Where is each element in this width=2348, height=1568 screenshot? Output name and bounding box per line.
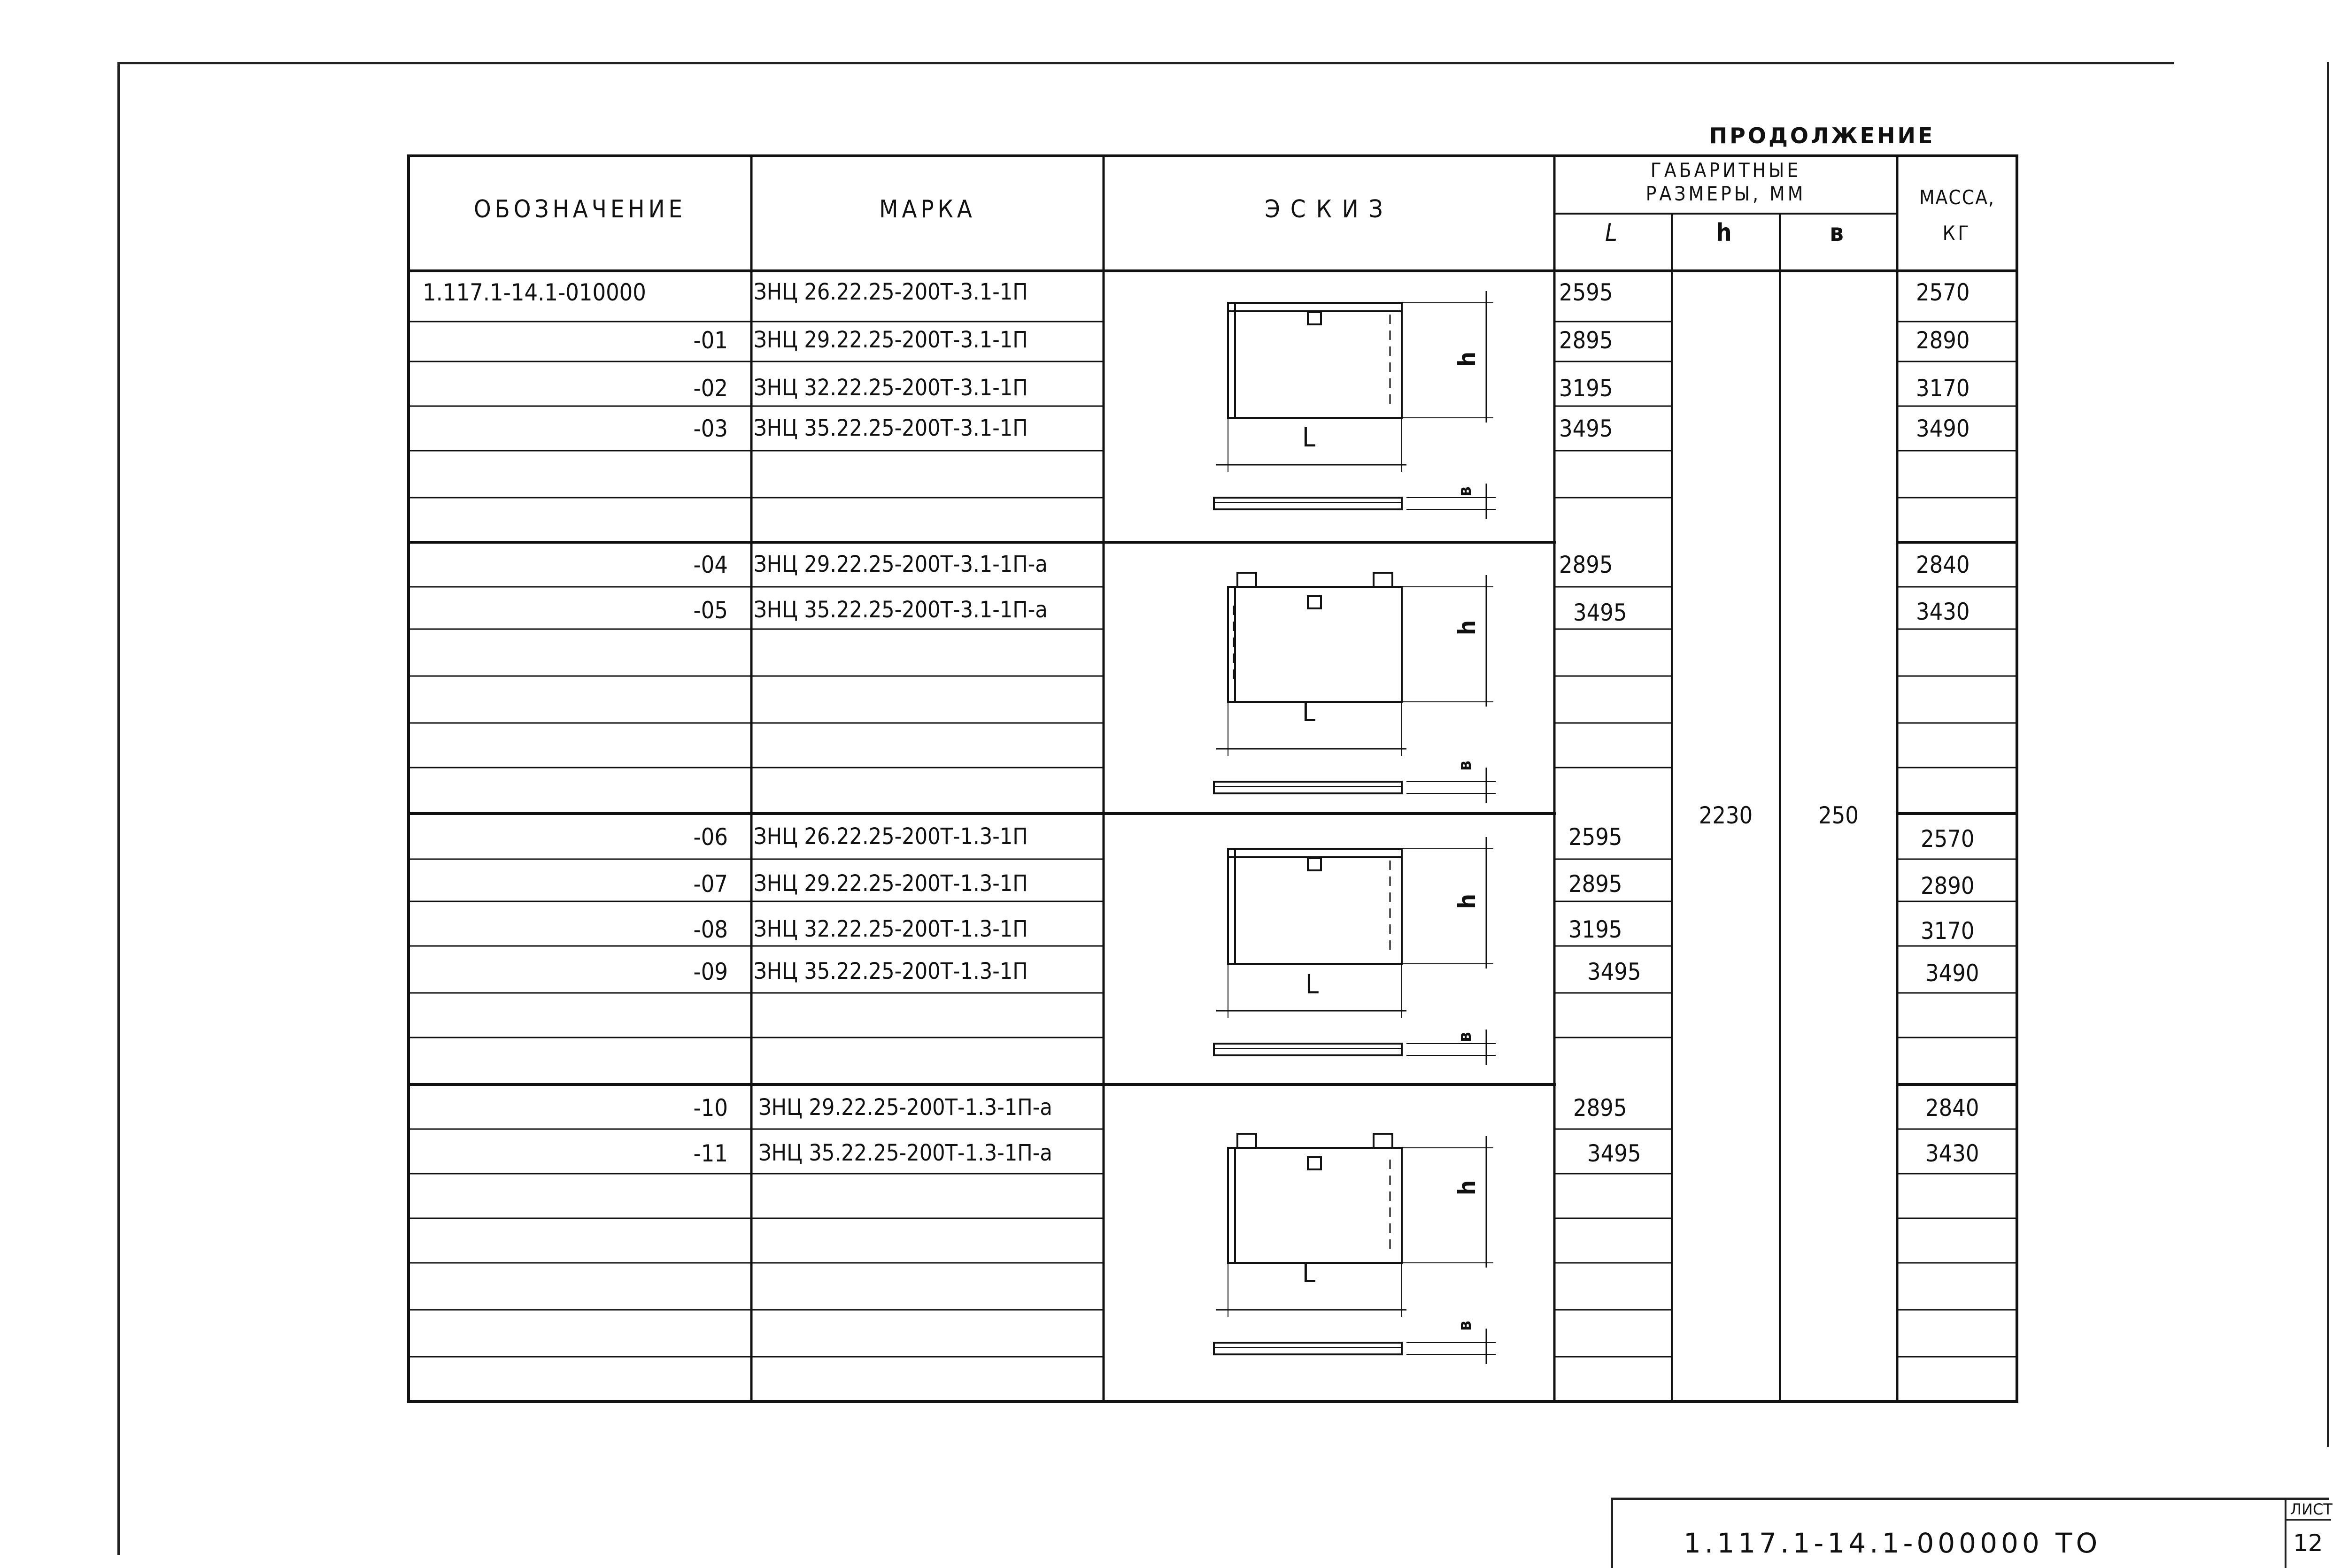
header-mass-line1: МАССА, <box>1919 186 1995 209</box>
row-mark: ЗНЦ 29.22.25-200Т-1.3-1П-а <box>758 1094 1052 1121</box>
row-mark: ЗНЦ 35.22.25-200Т-1.3-1П <box>754 958 1028 984</box>
row-mark: ЗНЦ 26.22.25-200Т-3.1-1П <box>754 279 1028 305</box>
sketch-h-label: h <box>1453 351 1481 367</box>
sketch-h-label: h <box>1453 620 1481 636</box>
row-mass: 2890 <box>1921 872 1975 899</box>
panel-tab <box>1237 1134 1256 1148</box>
row-mark: ЗНЦ 29.22.25-200Т-3.1-1П-а <box>754 551 1048 577</box>
header-h: h <box>1716 219 1736 247</box>
row-L: 3195 <box>1559 375 1613 402</box>
row-mark: ЗНЦ 29.22.25-200Т-1.3-1П <box>754 870 1028 897</box>
row-designation: -03 <box>693 415 728 442</box>
row-mass: 3170 <box>1916 375 1970 402</box>
continued-label: ПРОДОЛЖЕНИЕ <box>1709 123 1935 148</box>
row-designation: -09 <box>693 958 728 985</box>
row-L: 3495 <box>1559 415 1613 442</box>
title-block <box>1611 1498 2329 1568</box>
row-designation: 1.117.1-14.1-010000 <box>423 279 646 306</box>
row-mark: ЗНЦ 35.22.25-200Т-1.3-1П-а <box>758 1140 1052 1166</box>
header-mass-line2: КГ <box>1942 222 1972 245</box>
row-mass: 2840 <box>1916 551 1970 578</box>
panel-tab <box>1237 573 1256 587</box>
section-view <box>1214 1343 1402 1354</box>
panel-outline <box>1228 1148 1402 1263</box>
panel-outline <box>1228 303 1402 418</box>
sheet-label: ЛИСТ <box>2290 1500 2333 1518</box>
header-b: в <box>1830 219 1847 247</box>
opening-square <box>1308 312 1321 324</box>
section-view <box>1214 1044 1402 1055</box>
row-mass: 2890 <box>1916 327 1970 354</box>
common-h-value: 2230 <box>1699 802 1753 829</box>
row-designation: -04 <box>693 551 728 578</box>
row-L: 2895 <box>1573 1094 1627 1122</box>
sketch-b-label: в <box>1454 1321 1475 1331</box>
row-designation: -01 <box>693 327 728 354</box>
common-b-value: 250 <box>1818 802 1859 829</box>
row-mark: ЗНЦ 32.22.25-200Т-3.1-1П <box>754 375 1028 401</box>
row-mark: ЗНЦ 32.22.25-200Т-1.3-1П <box>754 916 1028 942</box>
row-mark: ЗНЦ 29.22.25-200Т-3.1-1П <box>754 327 1028 353</box>
sketch-L-label: L <box>1302 1258 1316 1289</box>
row-designation: -02 <box>693 375 728 402</box>
opening-square <box>1308 858 1321 870</box>
sheet-number: 12 <box>2293 1530 2323 1557</box>
row-mass: 3490 <box>1925 960 1979 987</box>
opening-square <box>1308 596 1321 608</box>
row-L: 2595 <box>1559 279 1613 306</box>
sketch-L-label: L <box>1305 969 1319 1000</box>
sketch-b-label: в <box>1454 1032 1475 1042</box>
sketch-h-label: h <box>1453 1180 1481 1196</box>
row-L: 3495 <box>1573 599 1627 626</box>
sheet-divider <box>2286 1519 2331 1521</box>
row-mass: 3430 <box>1916 598 1970 625</box>
panel-outline <box>1228 849 1402 964</box>
sketch-L-label: L <box>1302 697 1316 728</box>
row-mark: ЗНЦ 26.22.25-200Т-1.3-1П <box>754 823 1028 850</box>
row-L: 3495 <box>1587 958 1641 985</box>
section-view <box>1214 498 1402 509</box>
row-designation: -05 <box>693 597 728 624</box>
panel-tab <box>1374 1134 1392 1148</box>
row-mass: 3170 <box>1921 917 1975 945</box>
header-designation: ОБОЗНАЧЕНИЕ <box>473 195 687 223</box>
header-L: L <box>1605 219 1622 247</box>
row-L: 3495 <box>1587 1140 1641 1167</box>
row-mass: 3430 <box>1925 1140 1979 1167</box>
section-view <box>1214 782 1402 793</box>
row-mass: 2570 <box>1921 825 1975 853</box>
row-L: 2595 <box>1568 823 1622 851</box>
sheet-box <box>2285 1498 2333 1568</box>
row-mark: ЗНЦ 35.22.25-200Т-3.1-1П <box>754 415 1028 441</box>
row-designation: -07 <box>693 870 728 898</box>
sketch-b-label: в <box>1454 486 1475 497</box>
row-designation: -11 <box>693 1140 728 1167</box>
opening-square <box>1308 1157 1321 1169</box>
row-L: 3195 <box>1568 916 1622 943</box>
sketch-b-label: в <box>1454 761 1475 771</box>
panel-tab <box>1374 573 1392 587</box>
row-L: 2895 <box>1568 870 1622 898</box>
row-L: 2895 <box>1559 551 1613 578</box>
panel-outline <box>1228 587 1402 702</box>
sketch-h-label: h <box>1453 893 1481 909</box>
header-dims-line2: РАЗМЕРЫ, ММ <box>1645 182 1806 205</box>
row-designation: -06 <box>693 823 728 851</box>
row-mass: 2840 <box>1925 1094 1979 1122</box>
row-mark: ЗНЦ 35.22.25-200Т-3.1-1П-а <box>754 597 1048 623</box>
row-mass: 3490 <box>1916 415 1970 442</box>
row-L: 2895 <box>1559 327 1613 354</box>
row-designation: -08 <box>693 916 728 943</box>
document-code: 1.117.1-14.1-000000 ТО <box>1684 1527 2101 1559</box>
row-designation: -10 <box>693 1094 728 1122</box>
header-sketch: ЭСКИЗ <box>1265 195 1393 223</box>
header-dims-line1: ГАБАРИТНЫЕ <box>1650 159 1801 182</box>
sketch-L-label: L <box>1302 423 1316 453</box>
row-mass: 2570 <box>1916 279 1970 306</box>
header-mark: МАРКА <box>879 195 976 223</box>
